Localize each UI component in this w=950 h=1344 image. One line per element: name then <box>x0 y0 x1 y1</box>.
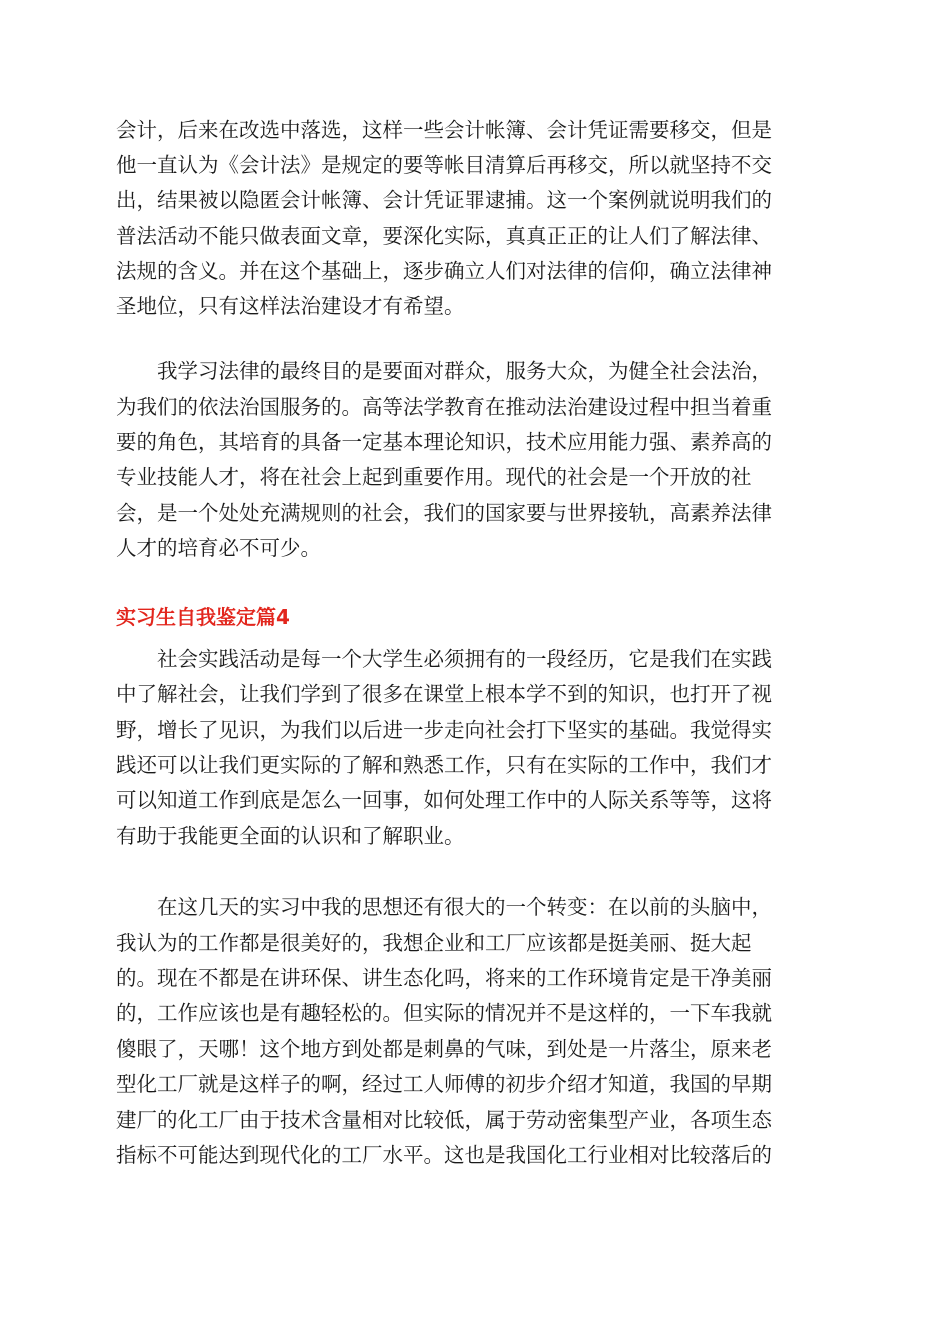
text-line: 圣地位，只有这样法治建设才有希望。 <box>116 294 465 318</box>
section-heading: 实习生自我鉴定篇4 <box>116 605 290 629</box>
text-line: 专业技能人才，将在社会上起到重要作用。现代的社会是一个开放的社 <box>116 465 752 489</box>
text-line: 有助于我能更全面的认识和了解职业。 <box>116 824 465 848</box>
text-line: 践还可以让我们更实际的了解和熟悉工作，只有在实际的工作中，我们才 <box>116 753 772 777</box>
text-line: 法规的含义。并在这个基础上，逐步确立人们对法律的信仰，确立法律神 <box>116 259 772 283</box>
text-line: 指标不可能达到现代化的工厂水平。这也是我国化工行业相对比较落后的 <box>116 1143 772 1167</box>
text-line: 会计，后来在改选中落选，这样一些会计帐簿、会计凭证需要移交，但是 <box>116 118 772 142</box>
text-line: 可以知道工作到底是怎么一回事，如何处理工作中的人际关系等等，这将 <box>116 788 772 812</box>
text-line: 社会实践活动是每一个大学生必须拥有的一段经历，它是我们在实践 <box>116 647 772 671</box>
text-line: 人才的培育必不可少。 <box>116 536 321 560</box>
text-line: 中了解社会，让我们学到了很多在课堂上根本学不到的知识，也打开了视 <box>116 682 772 706</box>
text-line: 在这几天的实习中我的思想还有很大的一个转变：在以前的头脑中， <box>116 895 772 919</box>
text-line: 他一直认为《会计法》是规定的要等帐目清算后再移交，所以就坚持不交 <box>116 153 772 177</box>
text-line: 为我们的依法治国服务的。高等法学教育在推动法治建设过程中担当着重 <box>116 395 772 419</box>
text-line: 的，工作应该也是有趣轻松的。但实际的情况并不是这样的，一下车我就 <box>116 1001 772 1025</box>
text-line: 的。现在不都是在讲环保、讲生态化吗，将来的工作环境肯定是干净美丽 <box>116 966 772 990</box>
text-line: 我认为的工作都是很美好的，我想企业和工厂应该都是挺美丽、挺大起 <box>116 931 752 955</box>
text-line: 傻眼了，天哪！这个地方到处都是刺鼻的气味，到处是一片落尘，原来老 <box>116 1037 772 1061</box>
text-line: 会，是一个处处充满规则的社会，我们的国家要与世界接轨，高素养法律 <box>116 501 772 525</box>
text-line: 建厂的化工厂由于技术含量相对比较低，属于劳动密集型产业，各项生态 <box>116 1108 772 1132</box>
text-line: 出，结果被以隐匿会计帐簿、会计凭证罪逮捕。这一个案例就说明我们的 <box>116 188 772 212</box>
text-line: 我学习法律的最终目的是要面对群众，服务大众，为健全社会法治， <box>116 359 772 383</box>
text-line: 型化工厂就是这样子的啊，经过工人师傅的初步介绍才知道，我国的早期 <box>116 1072 772 1096</box>
text-line: 要的角色，其培育的具备一定基本理论知识，技术应用能力强、素养高的 <box>116 430 772 454</box>
text-line: 野，增长了见识，为我们以后进一步走向社会打下坚实的基础。我觉得实 <box>116 718 772 742</box>
text-line: 普法活动不能只做表面文章，要深化实际，真真正正的让人们了解法律、 <box>116 224 772 248</box>
